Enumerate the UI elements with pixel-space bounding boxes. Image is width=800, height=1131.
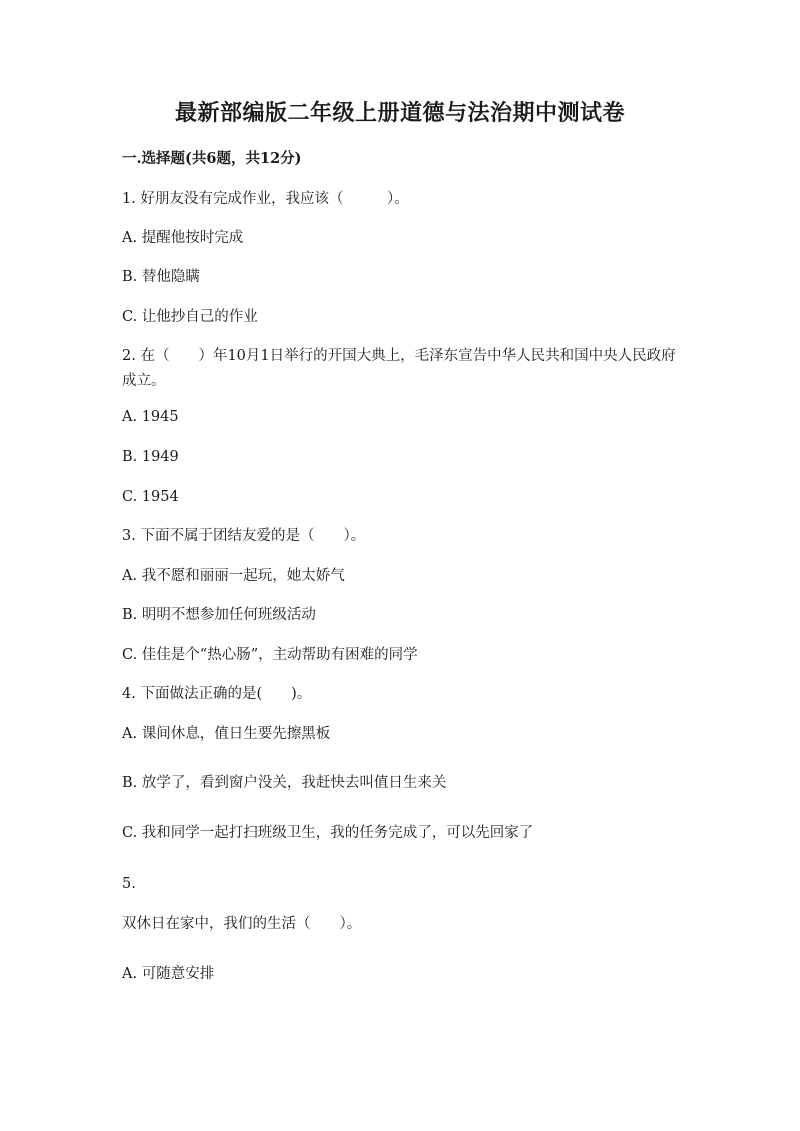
question-1-option-a: A. 提醒他按时完成: [122, 230, 244, 246]
question-3-option-a: A. 我不愿和丽丽一起玩，她太娇气: [122, 568, 345, 584]
question-3-text: 3. 下面不属于团结友爱的是（ ）。: [122, 528, 366, 544]
question-2-text: 2. 在（ ）年10月1日举行的开国大典上，毛泽东宣告中华人民共和国中央人民政府成立。: [122, 348, 676, 389]
question-5-option-a: A. 可随意安排: [122, 966, 215, 982]
question-4-text: 4. 下面做法正确的是( )。: [122, 686, 312, 702]
question-4-option-a: A. 课间休息，值日生要先擦黑板: [122, 726, 331, 742]
section-header: 一.选择题(共6题，共12分): [122, 150, 302, 167]
question-1-option-b: B. 替他隐瞒: [122, 269, 200, 285]
question-1-text: 1. 好朋友没有完成作业，我应该（ ）。: [122, 191, 409, 207]
question-5-text: 双休日在家中，我们的生活（ ）。: [122, 916, 362, 932]
question-2-option-c: C. 1954: [122, 489, 179, 505]
question-5-number: 5.: [122, 876, 136, 892]
question-4-option-b: B. 放学了，看到窗户没关，我赶快去叫值日生来关: [122, 775, 447, 791]
question-3-option-c: C. 佳佳是个“热心肠”，主动帮助有困难的同学: [122, 647, 418, 663]
question-1-option-c: C. 让他抄自己的作业: [122, 309, 258, 325]
question-2-option-b: B. 1949: [122, 449, 179, 465]
question-3-option-b: B. 明明不想参加任何班级活动: [122, 607, 316, 623]
question-2-option-a: A. 1945: [122, 409, 179, 425]
question-4-option-c: C. 我和同学一起打扫班级卫生，我的任务完成了，可以先回家了: [122, 825, 534, 841]
page-title: 最新部编版二年级上册道德与法治期中测试卷: [174, 100, 625, 126]
